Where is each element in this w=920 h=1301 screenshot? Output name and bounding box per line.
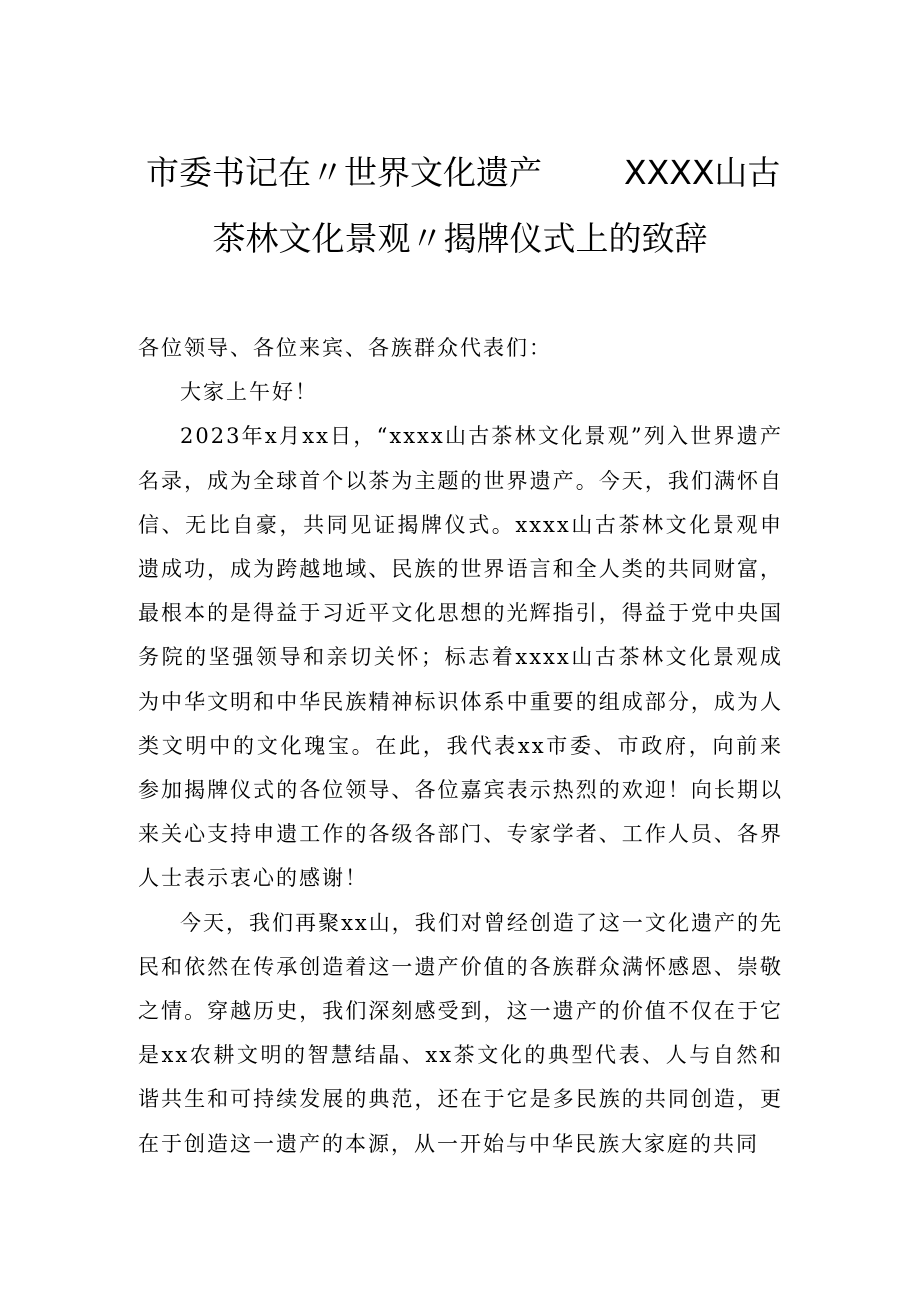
document-body xyxy=(138,326,783,1166)
greeting-paragraph: 大家上午好！ xyxy=(180,380,318,405)
body-paragraph-2: 今天，我们再聚xx山，我们对曾经创造了这一文化遗产的先民和依然在传承创造着这一遗产价值的各族群众满怀感恩、崇敬之情。穿越历史，我们深刻感受到，这一遗产的价值不仅在于它是xx农耕文明的智慧结晶、xx茶文化的典型代表、人与自然和谐共生和可持续发展的典范，还在于它是多民族的共同创造，更在于创造这一遗产的本源，从一开始与中华民族大家庭的共同 xyxy=(138,910,783,1156)
title-part-1: 市委书记在〃世界文化遗产 xyxy=(146,153,542,192)
body-paragraph-1: 2023年x月xx日，“xxxx山古茶林文化景观”列入世界遗产名录，成为全球首个以茶为主题的世界遗产。今天，我们满怀自信、无比自豪，共同见证揭牌仪式。xxxx山古茶林文化景观申遗成功，成为跨越地域、民族的世界语言和全人类的共同财富，最根本的是得益于习近平文化思想的光辉指引，得益于党中央国务院的坚强领导和亲切关怀；标志着xxxx山古茶林文化景观成为中华文明和中华民族精神标识体系中重要的组成部分，成为人类文明中的文化瑰宝。在此，我代表xx市委、市政府，向前来参加揭牌仪式的各位领导、各位嘉宾表示热烈的欢迎！向长期以来关心支持申遗工作的各级各部门、专家学者、工作人员、各界人士表示衷心的感谢！ xyxy=(138,424,783,891)
salutation: 各位领导、各位来宾、各族群众代表们： xyxy=(138,336,552,360)
document-title-line-2: 茶林文化景观〃揭牌仪式上的致辞 xyxy=(212,219,708,258)
title-part-2: XXXX山古 xyxy=(624,153,781,192)
